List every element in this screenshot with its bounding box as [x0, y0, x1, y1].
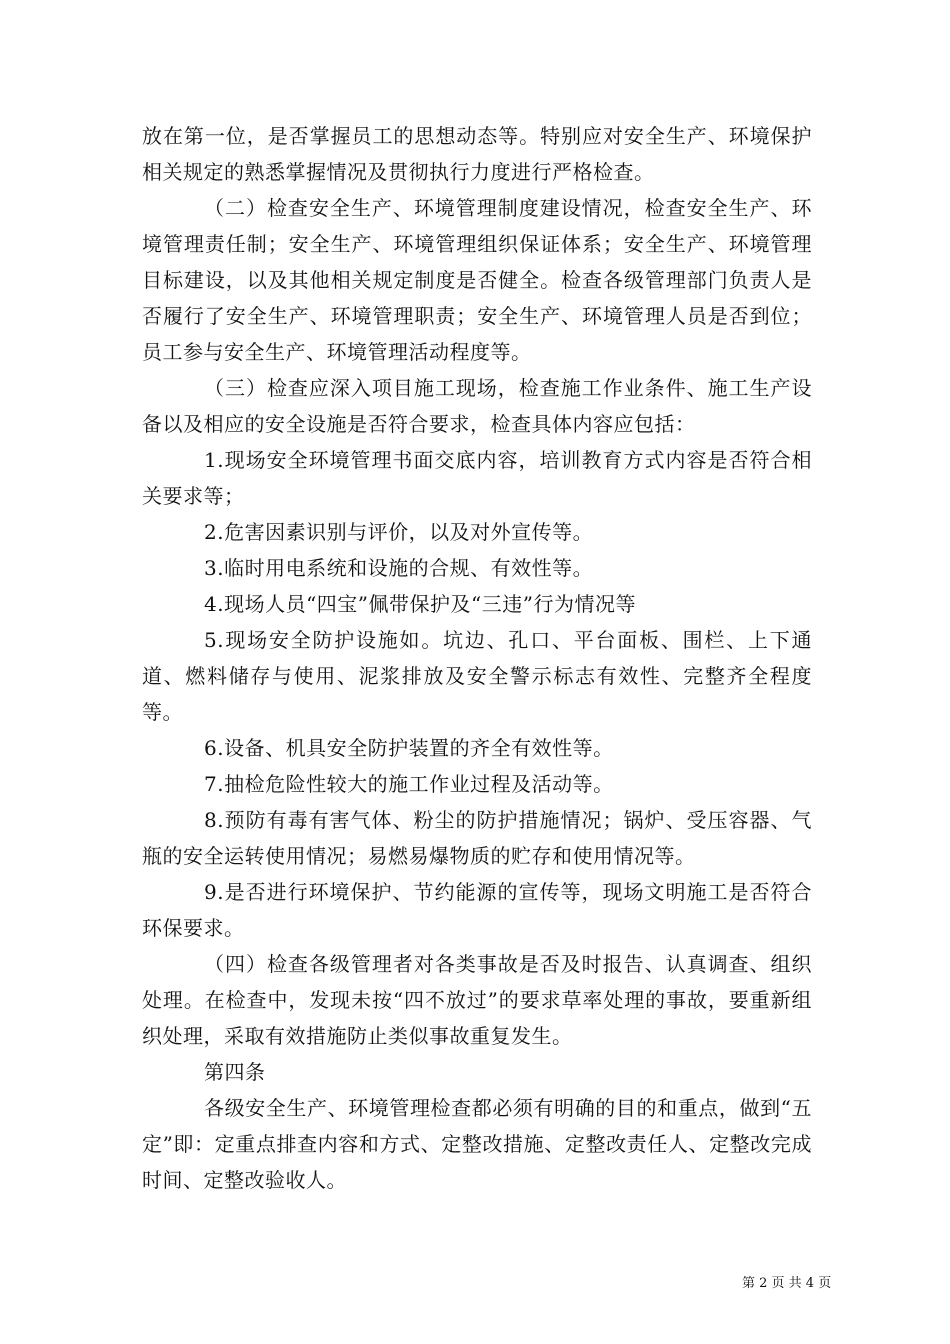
list-item-4: 4.现场人员“四宝”佩带保护及“三违”行为情况等 [204, 592, 636, 616]
paragraph-article-4: 各级安全生产、环境管理检查都必须有明确的目的和重点，做到“五定”即：定重点排查内容和方式、定整改措施、定整改责任人、定整改完成时间、定整改验收人。 [142, 1096, 812, 1192]
list-item-5: 5.现场安全防护设施如。坑边、孔口、平台面板、围栏、上下通道、燃料储存与使用、泥浆排放及安全警示标志有效性、完整齐全程度等。 [142, 628, 812, 724]
list-item-1: 1.现场安全环境管理书面交底内容，培训教育方式内容是否符合相关要求等； [142, 448, 812, 508]
list-item-9: 9.是否进行环境保护、节约能源的宣传等，现场文明施工是否符合环保要求。 [142, 880, 812, 940]
list-item-8: 8.预防有毒有害气体、粉尘的防护措施情况；锅炉、受压容器、气瓶的安全运转使用情况；易燃易爆物质的贮存和使用情况等。 [142, 808, 812, 868]
paragraph-section-4: （四）检查各级管理者对各类事故是否及时报告、认真调查、组织处理。在检查中，发现未按“四不放过”的要求草率处理的事故，要重新组织处理，采取有效措施防止类似事故重复发生。 [142, 952, 812, 1048]
list-item-3: 3.临时用电系统和设施的合规、有效性等。 [204, 556, 594, 580]
list-item-6: 6.设备、机具安全防护装置的齐全有效性等。 [204, 736, 614, 760]
list-item-2: 2.危害因素识别与评价，以及对外宣传等。 [204, 520, 594, 544]
paragraph-section-3: （三）检查应深入项目施工现场，检查施工作业条件、施工生产设备以及相应的安全设施是否符合要求，检查具体内容应包括： [142, 376, 812, 436]
paragraph-continuation: 放在第一位，是否掌握员工的思想动态等。特别应对安全生产、环境保护相关规定的熟悉掌握情况及贯彻执行力度进行严格检查。 [142, 124, 812, 184]
list-item-7: 7.抽检危险性较大的施工作业过程及活动等。 [204, 772, 614, 796]
document-body [142, 118, 812, 1198]
page-number-footer: 第 2 页 共 4 页 [742, 1276, 832, 1291]
article-heading: 第四条 [204, 1060, 266, 1084]
paragraph-section-2: （二）检查安全生产、环境管理制度建设情况，检查安全生产、环境管理责任制；安全生产、环境管理组织保证体系；安全生产、环境管理目标建设，以及其他相关规定制度是否健全。检查各级管理部门负责人是否履行了安全生产、环境管理职责；安全生产、环境管理人员是否到位；员工参与安全生产、环境管理活动程度等。 [142, 196, 812, 364]
